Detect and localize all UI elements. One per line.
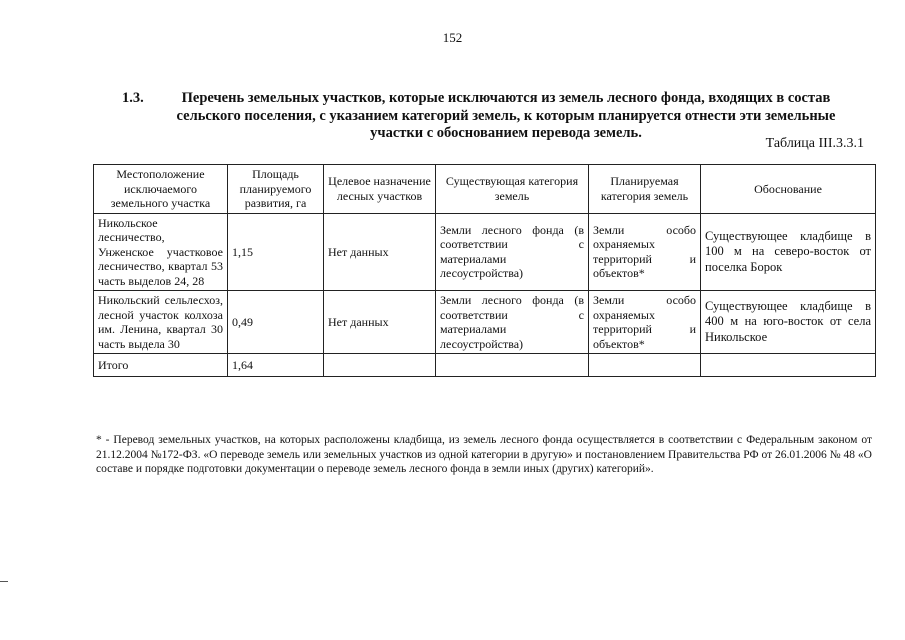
total-empty-cell	[589, 354, 701, 377]
cell-area: 1,15	[228, 213, 324, 291]
cell-purpose: Нет данных	[324, 213, 436, 291]
total-empty-cell	[324, 354, 436, 377]
cell-location: Никольский сельлесхоз, лесной участок колхоза им. Ленина, квартал 30 часть выдела 30	[94, 291, 228, 354]
page-number: 152	[442, 30, 463, 45]
header-purpose: Целевое назначение лесных участков	[324, 165, 436, 214]
section-heading	[120, 90, 860, 143]
total-empty-cell	[701, 354, 876, 377]
section-number: 1.3.	[122, 90, 144, 106]
margin-mark	[0, 581, 8, 582]
table-row	[94, 291, 876, 354]
section-title: Перечень земельных участков, которые исключаются из земель лесного фонда, входящих в состав сельского поселения, с указанием категорий земель, к которым планируется отнести эти земельные участки с обоснованием перевода земель.	[176, 90, 836, 141]
cell-planned-category: Земли особо охраняемых территорий и объектов*	[589, 291, 701, 354]
total-empty-cell	[436, 354, 589, 377]
header-location: Местоположение исключаемого земельного участка	[94, 165, 228, 214]
cell-justification: Существующее кладбище в 100 м на северо-восток от поселка Борок	[701, 213, 876, 291]
cell-justification: Существующее кладбище в 400 м на юго-восток от села Никольское	[701, 291, 876, 354]
table-total-row	[94, 354, 876, 377]
total-label: Итого	[94, 354, 228, 377]
table-caption: Таблица III.3.3.1	[765, 136, 864, 151]
header-justification: Обоснование	[701, 165, 876, 214]
header-current-category: Существующая категория земель	[436, 165, 589, 214]
cell-planned-category: Земли особо охраняемых территорий и объектов*	[589, 213, 701, 291]
cell-purpose: Нет данных	[324, 291, 436, 354]
header-area: Площадь планируемого развития, га	[228, 165, 324, 214]
footnote: * - Перевод земельных участков, на которых расположены кладбища, из земель лесного фонда осуществляется в соответствии с Федеральным законом от 21.12.2004 №172-ФЗ. «О переводе земель или земельных участков из одной категории в другую» и постановлением Правительства РФ от 26.01.2006 № 48 «О составе и порядке подготовки документации о переводе земель лесного фонда в земли иных (других) категорий».	[96, 434, 872, 475]
header-planned-category: Планируемая категория земель	[589, 165, 701, 214]
cell-area: 0,49	[228, 291, 324, 354]
cell-location: Никольское лесничество, Унженское участковое лесничество, квартал 53 часть выделов 24, 28	[94, 213, 228, 291]
cell-current-category: Земли лесного фонда (в соответствии с материалами лесоустройства)	[436, 291, 589, 354]
table-header-row	[94, 165, 876, 214]
cell-current-category: Земли лесного фонда (в соответствии с материалами лесоустройства)	[436, 213, 589, 291]
land-plots-table	[93, 164, 876, 377]
table-row	[94, 213, 876, 291]
total-area: 1,64	[228, 354, 324, 377]
